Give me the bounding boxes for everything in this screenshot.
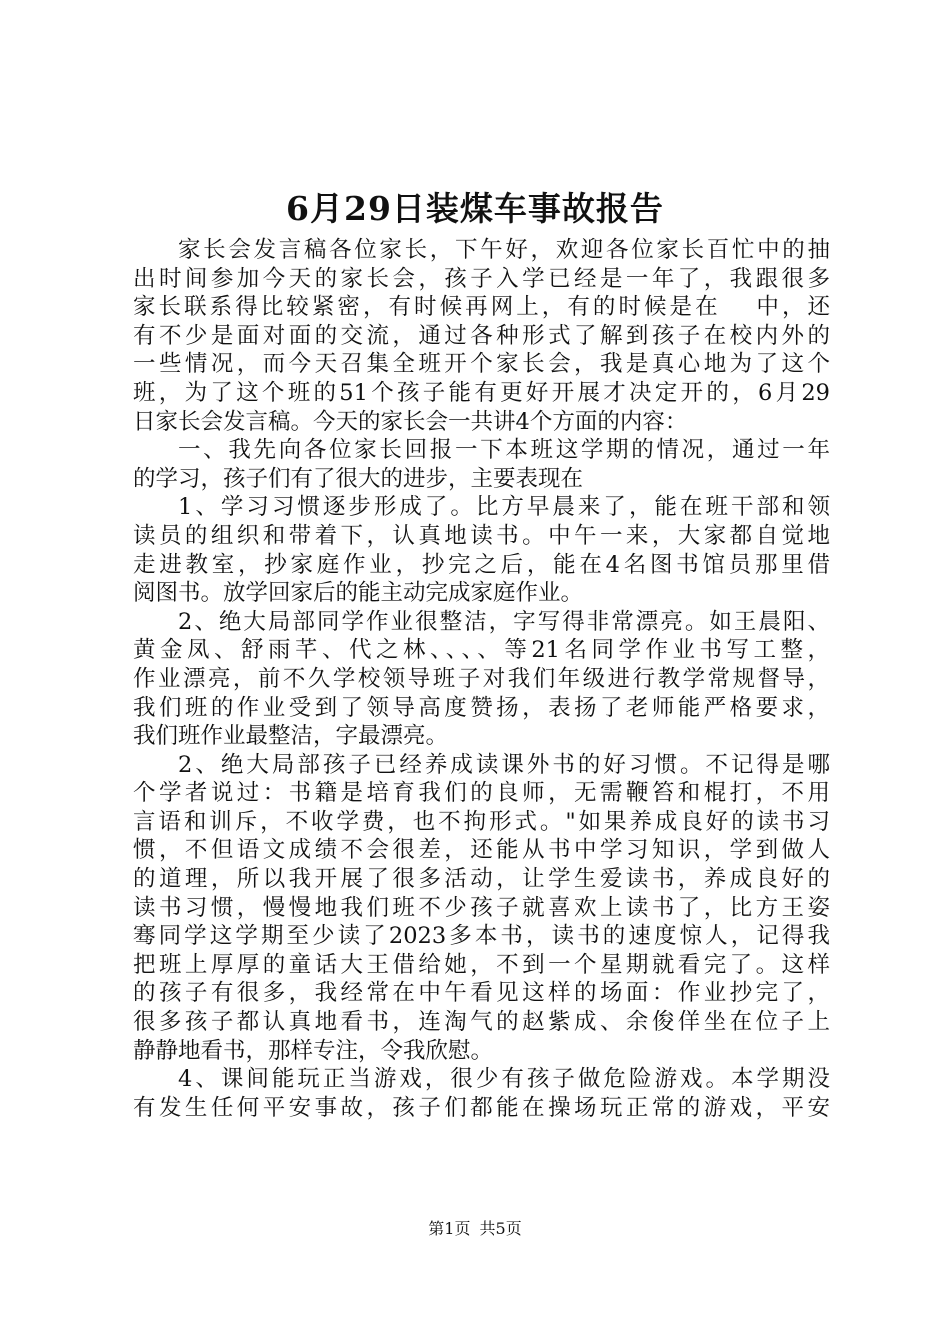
text-line: 班，为了这个班的51个孩子能有更好开展才决定开的，6月29 xyxy=(133,379,830,406)
text-line: 的孩子有很多，我经常在中午看见这样的场面：作业抄完了， xyxy=(133,980,830,1007)
text-line: 黄金凤、舒雨芊、代之林、、、、等21名同学作业书写工整， xyxy=(133,637,830,664)
text-line: 作业漂亮，前不久学校领导班子对我们年级进行教学常规督导， xyxy=(133,665,830,692)
text-line: 一、我先向各位家长回报一下本班这学期的情况，通过一年 xyxy=(178,437,830,464)
text-line: 我们班的作业受到了领导高度赞扬，表扬了老师能严格要求， xyxy=(133,694,830,721)
page-title: 6月29日装煤车事故报告 xyxy=(286,189,664,228)
text-line: 读书习惯，慢慢地我们班不少孩子就喜欢上读书了，比方王姿 xyxy=(133,894,830,921)
text-line: 的学习，孩子们有了很大的进步，主要表现在 xyxy=(133,465,584,492)
text-line: 言语和训斥，不收学费，也不拘形式。"如果养成良好的读书习 xyxy=(133,808,830,835)
text-line: 阅图书。放学回家后的能主动完成家庭作业。 xyxy=(133,580,584,607)
text-line: 把班上厚厚的童话大王借给她，不到一个星期就看完了。这样 xyxy=(133,951,830,978)
text-line: 的道理，所以我开展了很多活动，让学生爱读书，养成良好的 xyxy=(133,866,830,893)
text-line: 静静地看书，那样专注，令我欣慰。 xyxy=(133,1037,494,1064)
text-line: 家长联系得比较紧密，有时候再网上，有的时候是在 中，还 xyxy=(133,294,830,321)
page-number: 第1页 xyxy=(428,1219,471,1238)
text-line: 2、绝大局部孩子已经养成读课外书的好习惯。不记得是哪 xyxy=(178,751,830,778)
page-footer xyxy=(0,1218,950,1240)
text-line: 4、课间能玩正当游戏，很少有孩子做危险游戏。本学期没 xyxy=(178,1066,830,1093)
text-line: 个学者说过：书籍是培育我们的良师，无需鞭笞和棍打，不用 xyxy=(133,780,830,807)
text-line: 我们班作业最整洁，字最漂亮。 xyxy=(133,723,449,750)
page-total: 共5页 xyxy=(479,1219,522,1238)
text-line: 惯，不但语文成绩不会很差，还能从书中学习知识，学到做人 xyxy=(133,837,830,864)
text-line: 一些情况，而今天召集全班开个家长会，我是真心地为了这个 xyxy=(133,351,830,378)
text-line: 有不少是面对面的交流，通过各种形式了解到孩子在校内外的 xyxy=(133,322,830,349)
text-line: 有发生任何平安事故，孩子们都能在操场玩正常的游戏，平安 xyxy=(133,1094,830,1121)
text-line: 2、绝大局部同学作业很整洁，字写得非常漂亮。如王晨阳、 xyxy=(178,608,830,635)
text-line: 很多孩子都认真地看书，连淘气的赵紫成、余俊佯坐在位子上 xyxy=(133,1009,830,1036)
text-line: 家长会发言稿各位家长，下午好，欢迎各位家长百忙中的抽 xyxy=(178,237,830,263)
text-line: 走进教室，抄家庭作业，抄完之后，能在4名图书馆员那里借 xyxy=(133,551,830,578)
text-line: 骞同学这学期至少读了2023多本书，读书的速度惊人，记得我 xyxy=(133,923,830,950)
document-body xyxy=(133,236,830,1122)
text-line: 出时间参加今天的家长会，孩子入学已经是一年了，我跟很多 xyxy=(133,265,830,292)
text-line: 1、学习习惯逐步形成了。比方早晨来了，能在班干部和领 xyxy=(178,494,830,521)
text-line: 日家长会发言稿。今天的家长会一共讲4个方面的内容： xyxy=(133,408,688,435)
text-line: 读员的组织和带着下，认真地读书。中午一来，大家都自觉地 xyxy=(133,522,830,549)
